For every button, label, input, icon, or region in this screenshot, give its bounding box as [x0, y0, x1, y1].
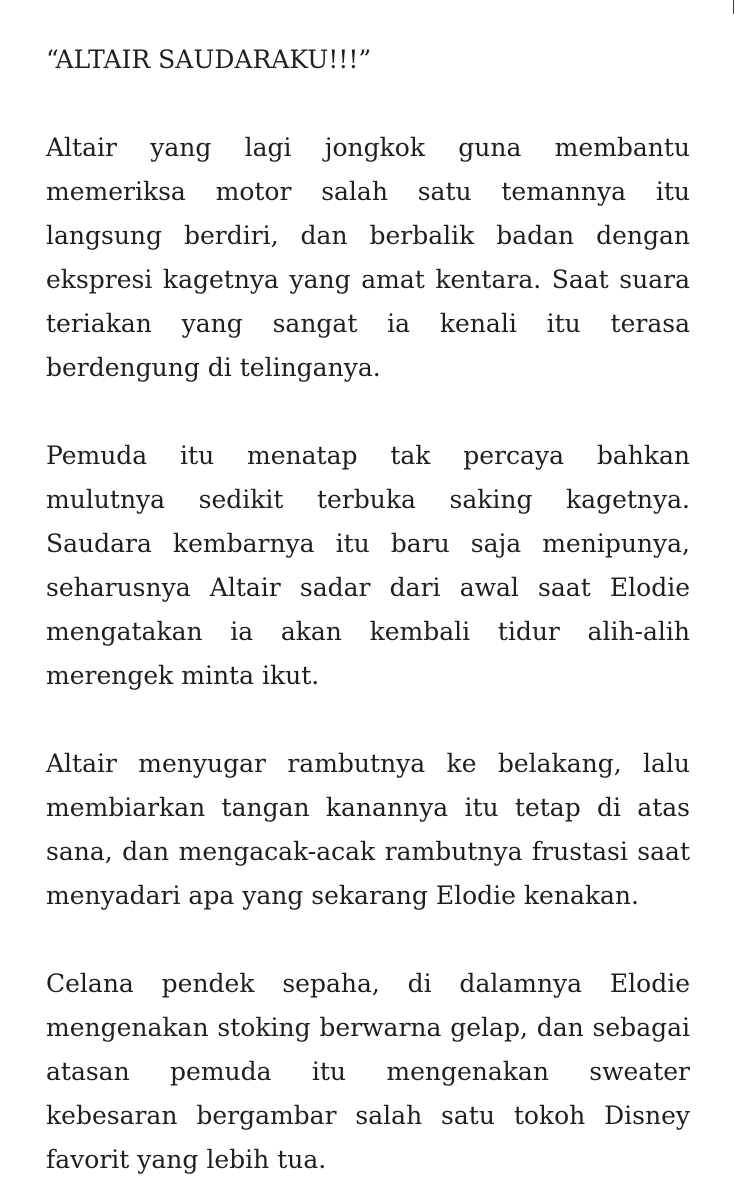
paragraph-4: Celana pendek sepaha, di dalamnya Elodie mengenakan stoking berwarna gelap, dan sebagai atasan pemuda itu mengenakan sweater kebesaran bergambar salah satu tokoh Disney favorit yang lebih tua. [46, 969, 690, 1174]
dialogue-heading: “ALTAIR SAUDARAKU!!!” [46, 45, 372, 74]
paragraph-1: Altair yang lagi jongkok guna membantu memeriksa motor salah satu temannya itu langsung berdiri, dan berbalik badan dengan ekspresi kagetnya yang amat kentara. Saat suara teriakan yang sangat ia kenali itu terasa berdengung di telinganya. [46, 133, 690, 382]
paragraph-2: Pemuda itu menatap tak percaya bahkan mulutnya sedikit terbuka saking kagetnya. Saudara kembarnya itu baru saja menipunya, seharusnya Altair sadar dari awal saat Elodie mengatakan ia akan kembali tidur alih-alih merengek minta ikut. [46, 441, 690, 690]
paragraph-3: Altair menyugar rambutnya ke belakang, lalu membiarkan tangan kanannya itu tetap di atas sana, dan mengacak-acak rambutnya frustasi saat menyadari apa yang sekarang Elodie kenakan. [46, 749, 690, 910]
corner-mark [733, 0, 734, 14]
document-body [46, 38, 690, 1182]
